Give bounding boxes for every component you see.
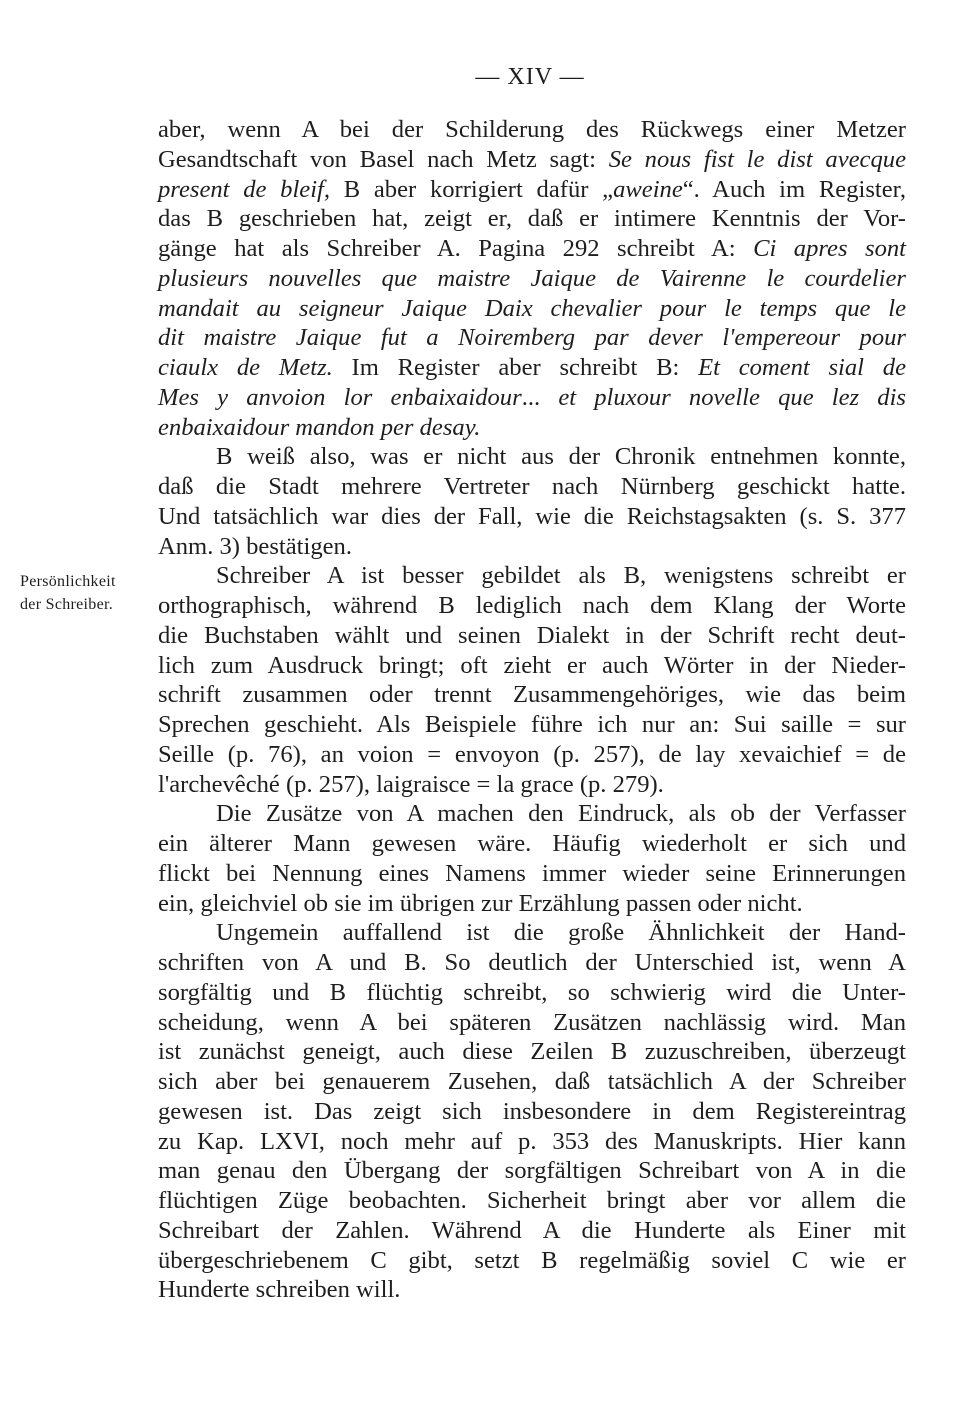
text-segment: ... xyxy=(521,383,559,411)
text-segment: zu Kap. LXVI, noch mehr auf p. 353 des Manuskripts. Hier kann xyxy=(158,1127,906,1155)
text-segment: Seille (p. 76), an voion = envoyon (p. 257), de lay xevaichief = de xyxy=(158,740,906,768)
body-text xyxy=(158,115,906,1305)
italic-text-segment: enbaixaidour mandon per desay. xyxy=(158,413,481,441)
margin-note-line: der Schreiber. xyxy=(20,596,114,613)
text-line xyxy=(158,145,906,175)
text-line xyxy=(158,770,906,800)
text-line xyxy=(158,1275,906,1305)
text-line xyxy=(158,918,906,948)
italic-text-segment: Se nous fist le dist avecque xyxy=(608,145,906,173)
text-segment: Sprechen geschieht. Als Beispiele führe ich nur an: Sui saille = sur xyxy=(158,711,906,738)
text-segment: “. Auch im Register, xyxy=(682,175,906,203)
italic-text-segment: et pluxour novelle que lez dis xyxy=(558,383,906,411)
text-line xyxy=(158,561,906,591)
text-line xyxy=(158,829,906,859)
text-segment: B weiß also, was er nicht aus der Chronik entnehmen konnte, xyxy=(216,443,906,471)
text-segment: Und tatsächlich war dies der Fall, wie die Reichstagsakten (s. S. 377 xyxy=(158,502,906,530)
text-line xyxy=(158,204,906,234)
text-segment: übergeschriebenem C gibt, setzt B regelmäßig soviel C wie er xyxy=(158,1246,906,1274)
text-segment: die Buchstaben wählt und seinen Dialekt in der Schrift recht deut- xyxy=(158,621,906,649)
text-line xyxy=(158,532,906,562)
text-line xyxy=(158,1246,906,1276)
italic-text-segment: mandait au seigneur Jaique Daix chevalier pour le temps que le xyxy=(158,294,906,322)
text-segment: Im Register aber schreibt B: xyxy=(332,354,699,381)
text-line xyxy=(158,175,906,205)
text-segment: lich zum Ausdruck bringt; oft zieht er auch Wörter in der Nieder- xyxy=(158,651,906,679)
text-line xyxy=(158,1186,906,1216)
text-line xyxy=(158,413,906,443)
text-line xyxy=(158,978,906,1008)
text-segment: orthographisch, während B lediglich nach dem Klang der Worte xyxy=(158,592,906,619)
text-segment: Schreiber A ist besser gebildet als B, wenigstens schreibt er xyxy=(216,562,906,590)
text-line xyxy=(158,710,906,740)
text-segment: ist zunächst geneigt, auch diese Zeilen B zuzuschreiben, überzeugt xyxy=(158,1038,906,1066)
text-segment: gewesen ist. Das zeigt sich insbesondere in dem Registereintrag xyxy=(158,1097,906,1125)
italic-text-segment: present de bleif, xyxy=(158,175,331,203)
text-segment: ein, gleichviel ob sie im übrigen zur Erzählung passen oder nicht. xyxy=(158,889,803,917)
text-line xyxy=(158,323,906,353)
text-line xyxy=(158,442,906,472)
text-segment: gänge hat als Schreiber A. Pagina 292 schreibt A: xyxy=(158,235,754,262)
text-line xyxy=(158,353,906,383)
text-line xyxy=(158,948,906,978)
text-segment: Gesandtschaft von Basel nach Metz sagt: xyxy=(158,145,609,173)
text-segment: ein älterer Mann gewesen wäre. Häufig wiederholt er sich und xyxy=(158,830,906,857)
text-line xyxy=(158,651,906,681)
text-line xyxy=(158,472,906,502)
text-segment: daß die Stadt mehrere Vertreter nach Nürnberg geschickt hatte. xyxy=(158,473,906,500)
text-segment: sich aber bei genauerem Zusehen, daß tatsächlich A der Schreiber xyxy=(158,1068,906,1095)
italic-text-segment: aweine xyxy=(613,175,683,203)
italic-text-segment: ciaulx de Metz. xyxy=(158,354,333,381)
text-line xyxy=(158,234,906,264)
italic-text-segment: plusieurs nouvelles que maistre Jaique de Vairenne le courdelier xyxy=(158,264,906,292)
text-segment: flickt bei Nennung eines Namens immer wieder seine Erinnerungen xyxy=(158,859,906,887)
text-segment: scheidung, wenn A bei späteren Zusätzen nachlässig wird. Man xyxy=(158,1008,906,1036)
text-line xyxy=(158,740,906,770)
text-segment: l'archevêché (p. 257), laigraisce = la grace (p. 279). xyxy=(158,770,664,798)
text-line xyxy=(158,1097,906,1127)
italic-text-segment: dit maistre Jaique fut a Noiremberg par dever l'empereour pour xyxy=(158,324,906,352)
text-line xyxy=(158,859,906,889)
text-segment: Die Zusätze von A machen den Eindruck, als ob der Verfasser xyxy=(216,800,906,828)
text-line xyxy=(158,1067,906,1097)
text-line xyxy=(158,799,906,829)
text-line xyxy=(158,1037,906,1067)
text-line xyxy=(158,115,906,145)
text-segment: aber, wenn A bei der Schilderung des Rückwegs einer Metzer xyxy=(158,116,906,143)
text-segment: das B geschrieben hat, zeigt er, daß er intimere Kenntnis der Vor- xyxy=(158,205,906,233)
text-segment: flüchtigen Züge beobachten. Sicherheit bringt aber vor allem die xyxy=(158,1187,906,1214)
text-segment: schrift zusammen oder trennt Zusammengehöriges, wie das beim xyxy=(158,681,906,709)
text-segment: Hunderte schreiben will. xyxy=(158,1276,401,1304)
text-segment: Ungemein auffallend ist die große Ähnlichkeit der Hand- xyxy=(216,919,906,947)
page-number: — XIV — xyxy=(475,64,585,90)
text-line xyxy=(158,502,906,532)
text-segment: Schreibart der Zahlen. Während A die Hunderte als Einer mit xyxy=(158,1216,906,1244)
text-line xyxy=(158,889,906,919)
italic-text-segment: Et coment sial de xyxy=(698,354,906,381)
italic-text-segment: Ci apres sont xyxy=(753,235,907,262)
italic-text-segment: Mes y anvoion lor enbaixaidour xyxy=(158,383,522,411)
text-segment: sorgfältig und B flüchtig schreibt, so schwierig wird die Unter- xyxy=(158,978,906,1006)
text-line xyxy=(158,294,906,324)
text-segment: B aber korrigiert dafür „ xyxy=(330,175,614,203)
margin-note-line: Persönlichkeit xyxy=(20,573,116,590)
text-line xyxy=(158,1216,906,1246)
text-line xyxy=(158,1127,906,1157)
text-line xyxy=(158,680,906,710)
text-segment: schriften von A und B. So deutlich der Unterschied ist, wenn A xyxy=(158,949,906,976)
text-line xyxy=(158,621,906,651)
text-line xyxy=(158,264,906,294)
text-segment: Anm. 3) bestätigen. xyxy=(158,532,352,560)
margin-note xyxy=(20,570,148,616)
text-line xyxy=(158,1008,906,1038)
text-line xyxy=(158,1156,906,1186)
text-line xyxy=(158,591,906,621)
text-segment: man genau den Übergang der sorgfältigen Schreibart von A in die xyxy=(158,1157,906,1185)
text-line xyxy=(158,383,906,413)
